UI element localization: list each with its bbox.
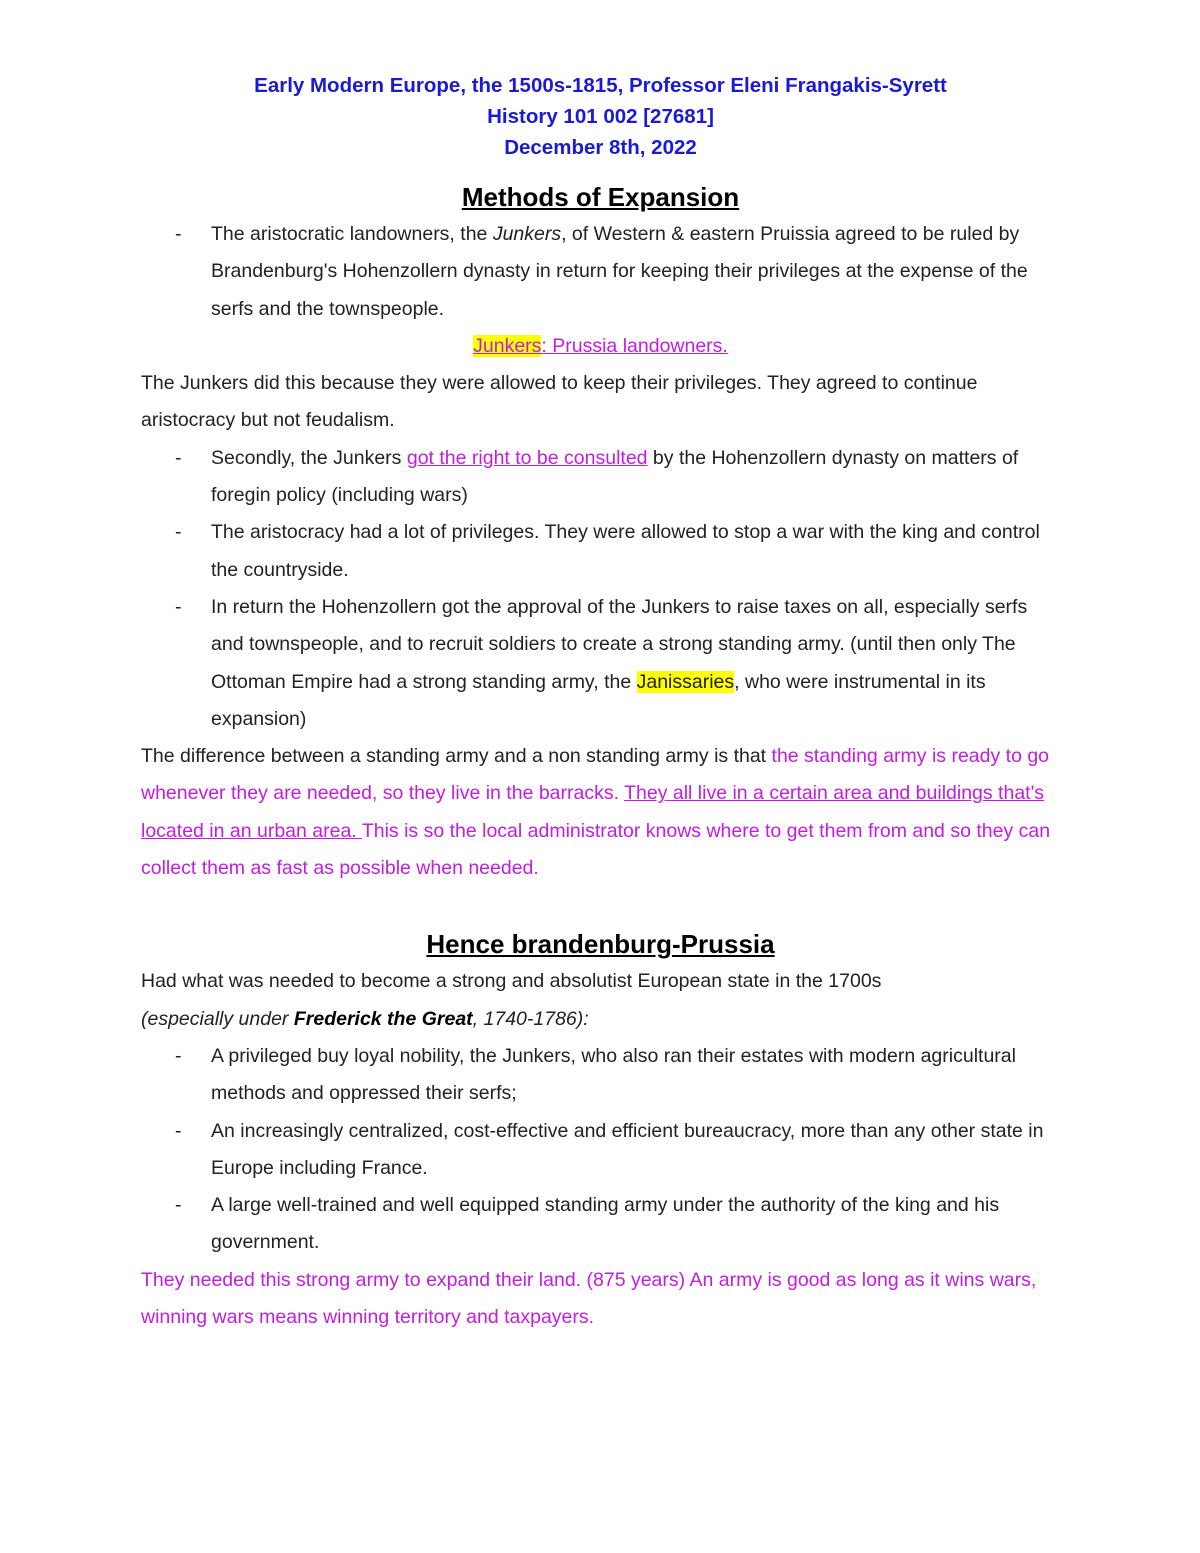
dash-bullet: - [175, 446, 182, 469]
paragraph: (especially under Frederick the Great, 1740-1786): [141, 1007, 589, 1030]
list-item: - The aristocratic landowners, the Junkers, of Western & eastern Pruissia agreed to be ruled by Brandenburg's Hohenzollern dynasty in return for keeping their privileges at the expense of the serfs and the townspeople. [141, 216, 1060, 328]
annotation-paragraph: They needed this strong army to expand their land. (875 years) An army is good as long as it wins wars, winning wars means winning territory and taxpayers. [141, 1268, 1037, 1329]
section-title-brandenburg: Hence brandenburg-Prussia [426, 929, 775, 960]
dash-bullet: - [175, 1194, 182, 1217]
document-header [141, 70, 1060, 163]
course-code: History 101 002 [27681] [487, 105, 714, 128]
dash-bullet: - [175, 1119, 182, 1142]
annotated-phrase: got the right to be consulted [406, 446, 648, 469]
section-methods-body [141, 216, 1060, 887]
lecture-date: December 8th, 2022 [504, 136, 697, 159]
paragraph: Had what was needed to become a strong and absolutist European state in the 1700s [141, 970, 882, 993]
bullet-list [141, 216, 1060, 328]
dash-bullet: - [175, 521, 182, 544]
list-item: - A privileged buy loyal nobility, the Junkers, who also ran their estates with modern agricultural methods and oppressed their serfs; [141, 1038, 1060, 1113]
highlighted-term: Junkers [473, 334, 542, 357]
dash-bullet: - [175, 1044, 182, 1067]
course-title: Early Modern Europe, the 1500s-1815, Professor Eleni Frangakis-Syrett [254, 74, 947, 97]
section-brandenburg-body [141, 963, 1060, 1336]
list-item: - An increasingly centralized, cost-effective and efficient bureaucracy, more than any other state in Europe including France. [141, 1113, 1060, 1188]
paragraph: The Junkers did this because they were allowed to keep their privileges. They agreed to continue aristocracy but not feudalism. [141, 372, 978, 432]
paragraph: The difference between a standing army and a non standing army is that the standing army is ready to go whenever they are needed, so they live in the barracks. They all live in a certain area and buildings that's located in an urban area. This is so the local administrator knows where to get them from and so they can collect them as fast as possible when needed. [141, 745, 1051, 880]
term-junkers: Junkers [492, 223, 562, 245]
annotation-note: Junkers: Prussia landowners. [473, 334, 728, 357]
list-item: - Secondly, the Junkers got the right to be consulted by the Hohenzollern dynasty on matters of foregin policy (including wars) [141, 440, 1060, 515]
bold-name: Frederick the Great [293, 1007, 473, 1030]
bullet-list [141, 1038, 1060, 1262]
list-item: - In return the Hohenzollern got the approval of the Junkers to raise taxes on all, especially serfs and townspeople, and to recruit soldiers to create a strong standing army. (until then only The Ottoman Empire had a strong standing army, the Janissaries, who were instrumental in its expansion) [141, 589, 1060, 738]
dash-bullet: - [175, 223, 182, 245]
section-title-methods: Methods of Expansion [461, 182, 740, 212]
dash-bullet: - [175, 595, 182, 618]
highlighted-term: Janissaries [636, 670, 735, 693]
list-item: - A large well-trained and well equipped standing army under the authority of the king and his government. [141, 1187, 1060, 1262]
bullet-list [141, 440, 1060, 738]
list-item: - The aristocracy had a lot of privileges. They were allowed to stop a war with the king and control the countryside. [141, 514, 1060, 589]
